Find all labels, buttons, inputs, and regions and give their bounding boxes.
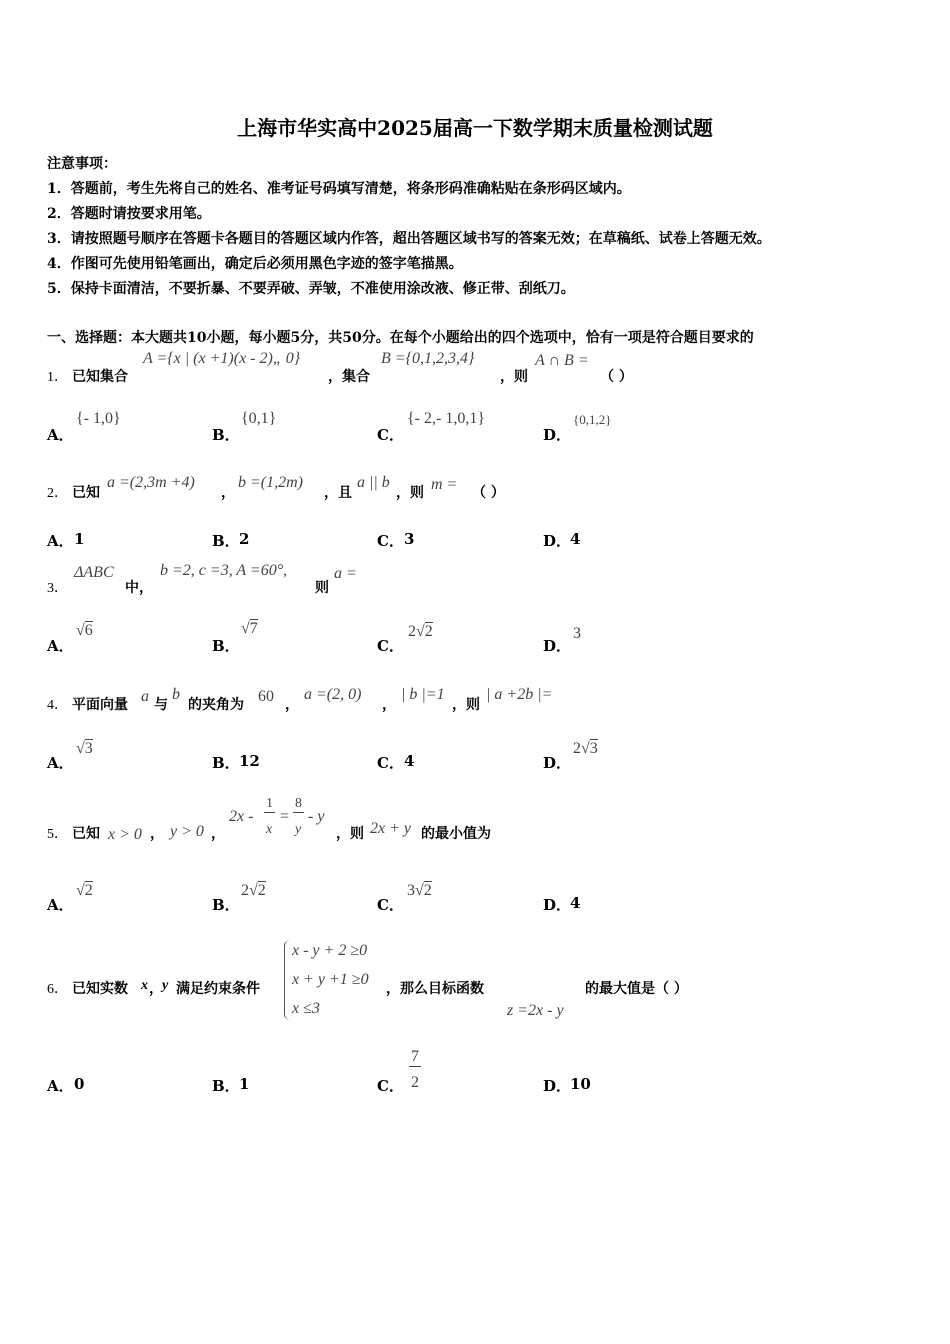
question-text: ， xyxy=(150,826,164,842)
question-text: ， xyxy=(221,485,235,501)
math-expression: x xyxy=(141,978,148,993)
constraint-line: x + y +1 ≥0 xyxy=(292,971,369,988)
option-value: {0,1,2} xyxy=(573,412,612,427)
math-expression: | a +2b |= xyxy=(486,686,553,703)
option-value: 3√2 xyxy=(407,882,432,899)
notice-item: 4．作图可先使用铅笔画出，确定后必须用黑色字迹的签字笔描黑。 xyxy=(47,256,463,272)
option-value: 3 xyxy=(573,625,581,642)
question-text: 的夹角为 xyxy=(188,697,244,713)
constraint-line: x ≤3 xyxy=(292,1000,320,1017)
math-expression: x > 0 xyxy=(108,826,142,843)
option-value: {- 2,- 1,0,1} xyxy=(407,410,486,427)
question-text: ， xyxy=(211,826,225,842)
question-text: 已知实数 xyxy=(72,981,128,997)
option-value: √6 xyxy=(76,622,93,639)
option-label: A． xyxy=(47,1077,74,1095)
notice-heading: 注意事项： xyxy=(47,156,117,172)
math-expression: z =2x - y xyxy=(507,1002,564,1019)
option-label: C． xyxy=(377,637,404,655)
option-label: A． xyxy=(47,532,74,550)
question-text: ，则 xyxy=(452,697,480,713)
option-label: B． xyxy=(212,896,240,914)
notice-item: 2．答题时请按要求用笔。 xyxy=(47,206,211,222)
question-text: ，则 xyxy=(500,369,528,385)
notice-item: 3．请按照题号顺序在答题卡各题目的答题区域内作答，超出答题区域书写的答案无效；在草稿纸、试卷上答题无效。 xyxy=(47,231,771,247)
option-value: 10 xyxy=(570,1075,591,1093)
question-number: 2． xyxy=(47,486,68,501)
option-value: {0,1} xyxy=(241,410,277,427)
option-label: A． xyxy=(47,896,74,914)
math-expression: ΔABC xyxy=(74,564,114,581)
option-value: √3 xyxy=(76,740,93,757)
math-expression: y > 0 xyxy=(170,823,204,840)
option-label: B． xyxy=(212,426,240,444)
fraction-denominator: x xyxy=(266,822,273,837)
option-value: 2 xyxy=(239,530,250,548)
question-text: 已知集合 xyxy=(72,369,128,385)
question-text: 满足约束条件 xyxy=(176,981,260,997)
math-expression: y xyxy=(162,978,169,993)
option-label: C． xyxy=(377,532,404,550)
question-text: ，且 xyxy=(324,485,352,501)
option-value: 3 xyxy=(404,530,415,548)
math-expression: a xyxy=(141,688,149,705)
question-text: ， xyxy=(285,697,299,713)
section-heading: 一、选择题：本大题共10小题，每小题5分，共50分。在每个小题给出的四个选项中，恰有一项是符合题目要求的 xyxy=(47,330,754,346)
page-title: 上海市华实高中2025届高一下数学期末质量检测试题 xyxy=(237,116,713,140)
notice-item: 5．保持卡面清洁，不要折暴、不要弄破、弄皱，不准使用涂改液、修正带、刮纸刀。 xyxy=(47,281,575,297)
option-label: D． xyxy=(543,426,572,444)
fraction-denominator: y xyxy=(295,822,302,837)
option-label: B． xyxy=(212,532,240,550)
option-label: D． xyxy=(543,532,572,550)
option-value: 2√3 xyxy=(573,740,598,757)
option-value: 0 xyxy=(74,1075,85,1093)
math-expression: m = xyxy=(431,476,458,493)
option-label: D． xyxy=(543,896,572,914)
question-text: 与 xyxy=(154,697,168,713)
option-label: A． xyxy=(47,426,74,444)
question-text: 则 xyxy=(315,580,329,596)
option-value: 12 xyxy=(239,752,260,770)
notice-item: 1．答题前，考生先将自己的姓名、准考证号码填写清楚，将条形码准确粘贴在条形码区域内。 xyxy=(47,181,631,197)
option-label: A． xyxy=(47,754,74,772)
math-expression: a = xyxy=(334,565,357,582)
question-text: 的最大值是（ ） xyxy=(585,981,688,997)
math-expression: 60 xyxy=(258,688,274,705)
math-expression: a =(2,3m +4) xyxy=(107,474,195,491)
question-text: ，那么目标函数 xyxy=(386,981,484,997)
option-label: C． xyxy=(377,896,404,914)
option-value: 4 xyxy=(404,752,415,770)
question-number: 5． xyxy=(47,827,68,842)
math-expression: 2x - xyxy=(229,808,254,825)
math-expression: b =(1,2m) xyxy=(238,474,304,491)
option-label: B． xyxy=(212,637,240,655)
fraction-numerator: 7 xyxy=(411,1048,419,1065)
question-text: ，则 xyxy=(336,826,364,842)
question-number: 6． xyxy=(47,982,68,997)
option-label: C． xyxy=(377,1077,404,1095)
question-text: ，则 xyxy=(396,485,424,501)
option-value: √2 xyxy=(76,882,93,899)
question-text: 已知 xyxy=(72,485,100,501)
math-expression: b xyxy=(172,686,180,703)
math-expression: b =2, c =3, A =60°, xyxy=(160,562,288,579)
math-expression: - y xyxy=(308,808,325,825)
answer-bracket: （ ） xyxy=(600,369,633,385)
option-label: C． xyxy=(377,754,404,772)
question-text: ， xyxy=(382,697,396,713)
math-expression: | b |=1 xyxy=(401,686,445,703)
math-expression: a =(2, 0) xyxy=(304,686,362,703)
math-expression: B ={0,1,2,3,4} xyxy=(381,350,475,367)
question-text: ，集合 xyxy=(328,369,370,385)
constraint-line: x - y + 2 ≥0 xyxy=(292,942,368,959)
option-label: C． xyxy=(377,426,404,444)
question-number: 3． xyxy=(47,581,68,596)
question-text: 的最小值为 xyxy=(421,826,491,842)
option-value: 1 xyxy=(74,530,85,548)
option-label: D． xyxy=(543,1077,572,1095)
option-value: 4 xyxy=(570,530,581,548)
option-value: {- 1,0} xyxy=(76,410,121,427)
math-expression: = xyxy=(280,808,290,825)
option-label: A． xyxy=(47,637,74,655)
option-value: 1 xyxy=(239,1075,250,1093)
option-label: B． xyxy=(212,1077,240,1095)
option-label: D． xyxy=(543,754,572,772)
question-text: 已知 xyxy=(72,826,100,842)
math-expression: 2x + y xyxy=(370,820,411,837)
option-value: 2√2 xyxy=(408,623,433,640)
question-text: 平面向量 xyxy=(72,697,128,713)
option-value: √7 xyxy=(241,620,258,637)
question-text: 中， xyxy=(125,580,153,596)
question-text: ， xyxy=(149,981,163,997)
fraction-numerator: 8 xyxy=(295,796,302,811)
option-value: 4 xyxy=(570,894,581,912)
math-expression: A ∩ B = xyxy=(535,352,589,369)
option-value: 2√2 xyxy=(241,882,266,899)
option-label: B． xyxy=(212,754,240,772)
question-number: 1． xyxy=(47,370,68,385)
option-label: D． xyxy=(543,637,572,655)
math-expression: A ={x | (x +1)(x - 2)„ 0} xyxy=(143,350,301,367)
fraction-denominator: 2 xyxy=(411,1074,419,1091)
fraction-numerator: 1 xyxy=(266,796,273,811)
math-expression: a || b xyxy=(357,474,390,491)
question-number: 4． xyxy=(47,698,68,713)
answer-bracket: （ ） xyxy=(472,485,505,501)
